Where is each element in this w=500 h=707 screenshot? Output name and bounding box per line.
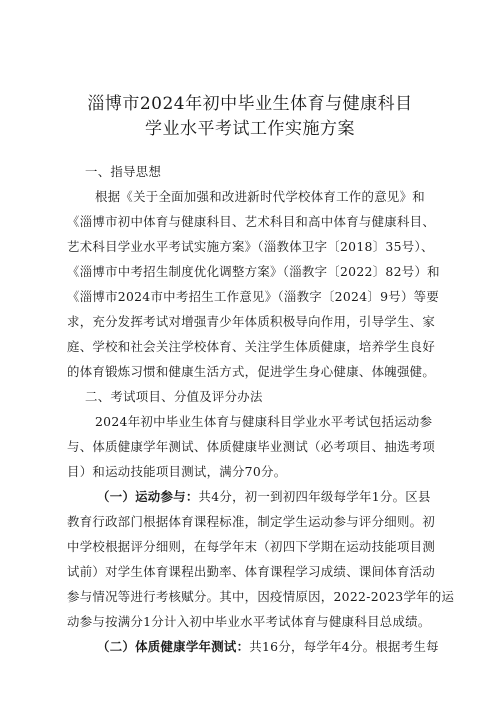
paragraph-line: 参与情况等进行考核赋分。其中，因疫情原因，2022-2023学年的运 [67,589,455,604]
paragraph-text: 共16分，每学年4分。根据考生每 [249,639,439,654]
paragraph-line: 的体育锻炼习惯和健康生活方式，促进学生身心健康、体魄强健。 [67,364,436,379]
paragraph-line: 目）和运动技能项目测试，满分70分。 [67,464,287,479]
paragraph-line: 《淄博市2024市中考招生工作意见》（淄教字〔2024〕9号）等要 [67,289,440,304]
paragraph-line: 中学校根据评分细则，在每学年末（初四下学期在运动技能项目测 [67,539,436,554]
paragraph-line: 《淄博市中考招生制度优化调整方案》（淄教字〔2022〕82号）和 [67,264,440,279]
paragraph-line: 试前）对学生体育课程出勤率、体育课程学习成绩、课间体育活动 [67,564,436,579]
paragraph-line: 与、体质健康学年测试、体质健康毕业测试（必考项目、抽选考项 [67,439,436,454]
subsection-heading-annual-fitness-test: （二）体质健康学年测试： [97,639,250,654]
paragraph-line [97,639,439,654]
document-title-line-2: 学业水平考试工作实施方案 [145,119,355,139]
document-title-line-1: 淄博市2024年初中毕业生体育与健康科目 [87,94,413,114]
subsection-heading-sports-participation: （一）运动参与： [97,489,199,504]
paragraph-line: 求，充分发挥考试对增强青少年体质积极导向作用，引导学生、家 [67,314,436,329]
paragraph-line: 艺术科目学业水平考试实施方案》（淄教体卫字〔2018〕35号）、 [67,239,434,254]
paragraph-line: 动参与按满分1分计入初中毕业水平考试体育与健康科目总成绩。 [67,614,431,629]
paragraph-line: 《淄博市初中体育与健康科目、艺术科目和高中体育与健康科目、 [67,214,436,229]
paragraph-line: 2024年初中毕业生体育与健康科目学业水平考试包括运动参 [95,414,433,429]
paragraph-line: 根据《关于全面加强和改进新时代学校体育工作的意见》和 [95,189,425,204]
section-heading-guiding-ideology: 一、指导思想 [85,164,162,179]
section-heading-exam-items: 二、考试项目、分值及评分办法 [85,389,263,404]
paragraph-line: 庭、学校和社会关注学校体育、关注学生体质健康，培养学生良好 [67,339,436,354]
paragraph-text: 共4分，初一到初四年级每学年1分。区县 [198,489,431,504]
paragraph-line [97,489,431,504]
paragraph-line: 教育行政部门根据体育课程标准，制定学生运动参与评分细则。初 [67,514,436,529]
